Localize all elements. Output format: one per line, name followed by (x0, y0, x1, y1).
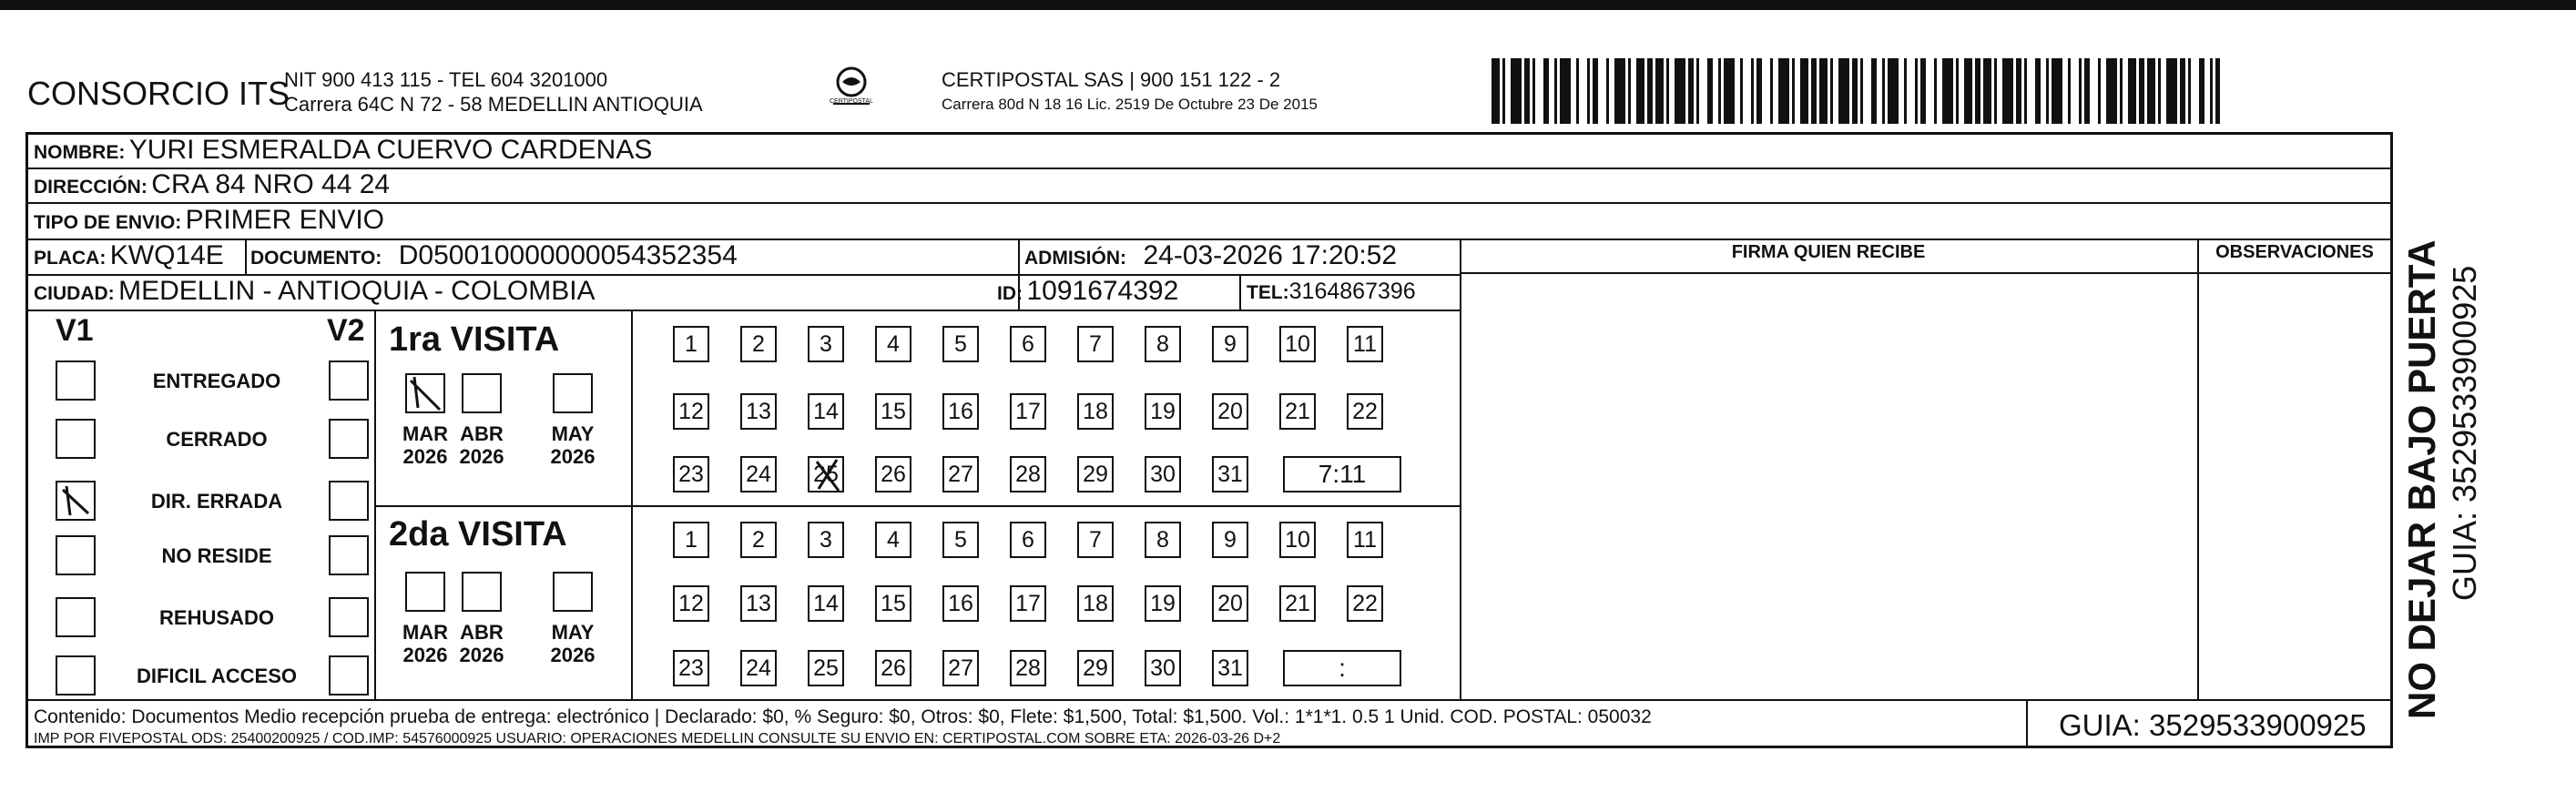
barcode-bar (1532, 58, 1535, 124)
v2-checkbox[interactable] (329, 597, 369, 637)
month-label (398, 621, 453, 666)
barcode-bar (1838, 58, 1849, 124)
nombre-value: YURI ESMERALDA CUERVO CARDENAS (128, 135, 653, 165)
barcode-bar (1587, 58, 1590, 124)
barcode-bar (1647, 58, 1653, 124)
company-address: Carrera 64C N 72 - 58 MEDELLIN ANTIOQUIA (284, 93, 703, 116)
barcode-bar (1666, 58, 1669, 124)
v1-label: V1 (56, 313, 94, 348)
month-year: 2026 (402, 644, 448, 666)
status-option-label: NO RESIDE (161, 544, 272, 567)
month-year: 2026 (459, 445, 504, 468)
day-checkbox[interactable]: 21 (1279, 585, 1316, 622)
barcode-bar (2158, 58, 2161, 124)
first-visit-time[interactable]: 7:11 (1283, 456, 1401, 492)
day-checkbox[interactable]: 5 (942, 326, 979, 362)
certipostal-line: CERTIPOSTAL SAS | 900 151 122 - 2 (942, 68, 1281, 91)
day-checkbox[interactable]: 26 (875, 456, 911, 492)
company-info (284, 67, 703, 117)
admision-label: ADMISIÓN: (1024, 248, 1126, 269)
tipo-envio-value: PRIMER ENVIO (185, 205, 385, 235)
month-name: ABR (460, 621, 504, 644)
day-checkbox[interactable]: 25 (808, 650, 844, 686)
tel-field (1247, 279, 1416, 305)
day-checkbox[interactable]: 29 (1077, 456, 1114, 492)
day-checkbox[interactable]: 3 (808, 326, 844, 362)
ciudad-value: MEDELLIN - ANTIOQUIA - COLOMBIA (118, 276, 596, 306)
month-checkbox[interactable] (405, 373, 445, 413)
month-name: ABR (460, 422, 504, 445)
ciudad-label: CIUDAD: (34, 283, 115, 304)
day-checkbox[interactable]: 15 (875, 393, 911, 430)
month-name: MAR (402, 422, 449, 445)
first-visit-label: 1ra VISITA (389, 320, 560, 359)
barcode-bar (1696, 58, 1699, 124)
day-checkbox[interactable]: 8 (1145, 326, 1181, 362)
barcode-bar (2210, 58, 2213, 124)
day-checkbox[interactable]: 21 (1279, 393, 1316, 430)
barcode-bar (1800, 58, 1808, 124)
day-checkbox[interactable]: 18 (1077, 393, 1114, 430)
month-label (545, 621, 600, 666)
barcode-bar (1614, 58, 1625, 124)
barcode-bar (2002, 58, 2013, 124)
v1-checkbox[interactable] (56, 360, 96, 401)
barcode-bar (1956, 58, 1959, 124)
month-name: MAY (551, 422, 595, 445)
documento-value: D050010000000054352354 (398, 240, 738, 270)
v2-checkbox[interactable] (329, 360, 369, 401)
status-option-label: DIFICIL ACCESO (136, 665, 297, 687)
barcode-bar (2199, 58, 2204, 124)
barcode-bar (1920, 58, 1926, 124)
id-label: ID: (997, 283, 1023, 304)
tel-value: 3164867396 (1288, 279, 1416, 304)
second-visit-label: 2da VISITA (389, 515, 567, 553)
placa-label: PLACA: (34, 248, 107, 269)
day-checkbox[interactable]: 26 (875, 650, 911, 686)
day-checkbox[interactable]: 1 (673, 522, 709, 558)
day-checkbox[interactable]: 12 (673, 393, 709, 430)
barcode-bar (1543, 58, 1549, 124)
day-checkbox[interactable]: 13 (740, 585, 777, 622)
v1-checkbox[interactable] (56, 655, 96, 696)
barcode-bar (2068, 58, 2071, 124)
day-checkbox[interactable]: 27 (942, 650, 979, 686)
id-field (997, 276, 1178, 307)
day-checkbox[interactable]: 8 (1145, 522, 1181, 558)
barcode-bar (1983, 58, 1991, 124)
month-checkbox[interactable] (462, 572, 502, 612)
month-label (545, 422, 600, 468)
barcode-bar (1724, 58, 1735, 124)
day-checkbox[interactable]: 31 (1212, 456, 1248, 492)
day-checkbox[interactable]: 10 (1279, 522, 1316, 558)
direccion-value: CRA 84 NRO 44 24 (151, 169, 391, 199)
barcode-bar (2106, 58, 2117, 124)
day-checkbox[interactable]: 7 (1077, 522, 1114, 558)
ciudad-field (34, 276, 596, 307)
day-checkbox[interactable]: 10 (1279, 326, 1316, 362)
barcode (1492, 58, 2220, 124)
day-checkbox[interactable]: 14 (808, 393, 844, 430)
placa-value: KWQ14E (109, 240, 224, 270)
barcode-bar (1593, 58, 1598, 124)
day-checkbox[interactable]: 23 (673, 650, 709, 686)
barcode-bar (1707, 58, 1713, 124)
barcode-bar (1852, 58, 1858, 124)
v2-label: V2 (327, 313, 365, 348)
day-checkbox[interactable]: 2 (740, 326, 777, 362)
nit-line: NIT 900 413 115 - TEL 604 3201000 (284, 68, 608, 91)
day-checkbox[interactable]: 16 (942, 393, 979, 430)
barcode-bar (2052, 58, 2062, 124)
month-year: 2026 (459, 644, 504, 666)
barcode-bar (1871, 58, 1877, 124)
barcode-bar (1560, 58, 1571, 124)
day-checkbox[interactable]: 28 (1010, 650, 1046, 686)
day-checkbox[interactable]: 3 (808, 522, 844, 558)
barcode-bar (1811, 58, 1817, 124)
barcode-bar (1792, 58, 1795, 124)
observaciones-header: OBSERVACIONES (2215, 242, 2374, 262)
day-checkbox[interactable]: 23 (673, 456, 709, 492)
nombre-field (34, 135, 652, 166)
month-checkbox[interactable] (553, 572, 593, 612)
barcode-bar (1628, 58, 1631, 124)
id-value: 1091674392 (1026, 276, 1179, 306)
day-checkbox[interactable]: 1 (673, 326, 709, 362)
documento-field (250, 240, 738, 271)
barcode-bar (1770, 58, 1773, 124)
barcode-bar (1718, 58, 1721, 124)
barcode-bar (1904, 58, 1907, 124)
barcode-bar (2079, 58, 2082, 124)
barcode-bar (1819, 58, 1828, 124)
day-checkbox[interactable]: 11 (1347, 522, 1383, 558)
barcode-bar (1830, 58, 1833, 124)
status-option-label: ENTREGADO (152, 370, 281, 392)
tipo-envio-field (34, 205, 384, 236)
observaciones-area[interactable] (2199, 274, 2388, 698)
barcode-bar (1942, 58, 1953, 124)
top-border (0, 0, 2576, 10)
day-checkbox[interactable]: 9 (1212, 522, 1248, 558)
direccion-field (34, 169, 390, 200)
month-checkbox[interactable] (405, 572, 445, 612)
v2-checkbox[interactable] (329, 419, 369, 459)
day-checkbox[interactable]: 4 (875, 326, 911, 362)
day-checkbox[interactable]: 24 (740, 456, 777, 492)
certipostal-info (942, 67, 1318, 117)
firma-header: FIRMA QUIEN RECIBE (1731, 242, 1926, 262)
day-checkbox[interactable]: 12 (673, 585, 709, 622)
barcode-bar (1688, 58, 1694, 124)
v1-checkbox[interactable] (56, 481, 96, 521)
status-option-label: DIR. ERRADA (150, 490, 283, 513)
day-checkbox[interactable]: 7 (1077, 326, 1114, 362)
tel-label: TEL: (1247, 282, 1289, 303)
day-checkbox[interactable]: 17 (1010, 393, 1046, 430)
day-checkbox[interactable]: 5 (942, 522, 979, 558)
shipping-form (25, 132, 2393, 748)
day-checkbox[interactable]: 24 (740, 650, 777, 686)
placa-field (34, 240, 224, 271)
month-label (398, 422, 453, 468)
footer-content: Contenido: Documentos Medio recepción prueba de entrega: electrónico | Declarado: $0, % Seguro: $0, Otros: $0, Flete: $1,500, Total: $1,500. Vol.: 1*1*1. 0.5 1 Unid. COD. POSTAL: 050032 (34, 706, 1652, 727)
day-checkbox[interactable]: 27 (942, 456, 979, 492)
barcode-bar (2215, 58, 2220, 124)
barcode-bar (1934, 58, 1937, 124)
status-option-label: REHUSADO (159, 606, 274, 629)
day-checkbox[interactable]: 6 (1010, 326, 1046, 362)
day-checkbox[interactable]: 22 (1347, 585, 1383, 622)
day-checkbox[interactable]: 11 (1347, 326, 1383, 362)
barcode-bar (1511, 58, 1522, 124)
month-label (454, 621, 509, 666)
day-checkbox[interactable]: 18 (1077, 585, 1114, 622)
barcode-bar (2188, 58, 2191, 124)
month-name: MAY (551, 621, 595, 644)
barcode-bar (2120, 58, 2123, 124)
status-option-label: CERRADO (166, 428, 268, 451)
barcode-bar (2139, 58, 2144, 124)
month-year: 2026 (550, 445, 596, 468)
barcode-bar (1675, 58, 1685, 124)
day-checkbox[interactable]: 22 (1347, 393, 1383, 430)
barcode-bar (1524, 58, 1530, 124)
barcode-bar (1576, 58, 1579, 124)
footer-imp: IMP POR FIVEPOSTAL ODS: 25400200925 / COD.IMP: 54576000925 USUARIO: OPERACIONES MEDELLIN CONSULTE SU ENVIO EN: CERTIPOSTAL.COM SOBRE ETA: 2026-03-26 D+2 (34, 731, 1281, 746)
barcode-bar (2084, 58, 2090, 124)
firma-area[interactable] (1461, 274, 2195, 698)
day-checkbox[interactable]: 29 (1077, 650, 1114, 686)
company-name: CONSORCIO ITS (27, 75, 290, 112)
barcode-bar (1554, 58, 1557, 124)
v1-checkbox[interactable] (56, 597, 96, 637)
v1-checkbox[interactable] (56, 419, 96, 459)
barcode-bar (1994, 58, 1997, 124)
barcode-bar (2035, 58, 2041, 124)
admision-value: 24-03-2026 17:20:52 (1143, 240, 1398, 270)
barcode-bar (1888, 58, 1899, 124)
barcode-bar (1778, 58, 1789, 124)
barcode-bar (1636, 58, 1644, 124)
barcode-bar (2128, 58, 2136, 124)
day-checkbox[interactable]: 6 (1010, 522, 1046, 558)
v2-checkbox[interactable] (329, 535, 369, 575)
barcode-bar (2024, 58, 2027, 124)
day-checkbox[interactable]: 30 (1145, 456, 1181, 492)
v2-checkbox[interactable] (329, 655, 369, 696)
day-checkbox[interactable]: 14 (808, 585, 844, 622)
day-checkbox[interactable]: 30 (1145, 650, 1181, 686)
barcode-bar (1502, 58, 1505, 124)
barcode-bar (2016, 58, 2021, 124)
day-checkbox[interactable]: 19 (1145, 393, 1181, 430)
day-checkbox[interactable]: 4 (875, 522, 911, 558)
v1-checkbox[interactable] (56, 535, 96, 575)
month-checkbox[interactable] (462, 373, 502, 413)
barcode-bar (1655, 58, 1664, 124)
day-checkbox[interactable]: 9 (1212, 326, 1248, 362)
day-checkbox[interactable]: 19 (1145, 585, 1181, 622)
month-name: MAR (402, 621, 449, 644)
day-checkbox[interactable]: 15 (875, 585, 911, 622)
day-checkbox[interactable]: 31 (1212, 650, 1248, 686)
nombre-label: NOMBRE: (34, 142, 126, 163)
certipostal-address: Carrera 80d N 18 16 Lic. 2519 De Octubre 23 De 2015 (942, 96, 1318, 113)
barcode-bar (1860, 58, 1863, 124)
tipo-envio-label: TIPO DE ENVIO: (34, 212, 182, 233)
month-year: 2026 (402, 445, 448, 468)
side-guia: GUIA: 3529533900925 (2446, 265, 2483, 601)
month-year: 2026 (550, 644, 596, 666)
day-checkbox[interactable]: 13 (740, 393, 777, 430)
day-checkbox[interactable]: 28 (1010, 456, 1046, 492)
day-checkbox[interactable]: 2 (740, 522, 777, 558)
barcode-bar (2180, 58, 2185, 124)
direccion-label: DIRECCIÓN: (34, 177, 148, 198)
barcode-bar (2147, 58, 2155, 124)
barcode-bar (1492, 58, 1500, 124)
logo-text: CERTIPOSTAL (830, 98, 873, 105)
barcode-bar (1740, 58, 1743, 124)
day-checkbox[interactable]: 25 (808, 456, 844, 492)
footer-guia: GUIA: 3529533900925 (2059, 708, 2367, 742)
barcode-bar (1964, 58, 1972, 124)
second-visit-time[interactable]: : (1283, 650, 1401, 686)
barcode-bar (1756, 58, 1762, 124)
v2-checkbox[interactable] (329, 481, 369, 521)
no-dejar-warning: NO DEJAR BAJO PUERTA (2400, 239, 2443, 719)
admision-field (1024, 240, 1397, 271)
barcode-bar (1882, 58, 1885, 124)
barcode-bar (2046, 58, 2049, 124)
barcode-bar (1975, 58, 1980, 124)
day-checkbox[interactable]: 20 (1212, 393, 1248, 430)
barcode-bar (2098, 58, 2101, 124)
month-label (454, 422, 509, 468)
day-checkbox[interactable]: 16 (942, 585, 979, 622)
day-checkbox[interactable]: 17 (1010, 585, 1046, 622)
barcode-bar (1915, 58, 1918, 124)
barcode-bar (1606, 58, 1609, 124)
month-checkbox[interactable] (553, 373, 593, 413)
documento-label: DOCUMENTO: (250, 248, 382, 269)
barcode-bar (1751, 58, 1754, 124)
barcode-bar (2166, 58, 2177, 124)
day-checkbox[interactable]: 20 (1212, 585, 1248, 622)
certipostal-logo (824, 64, 879, 118)
